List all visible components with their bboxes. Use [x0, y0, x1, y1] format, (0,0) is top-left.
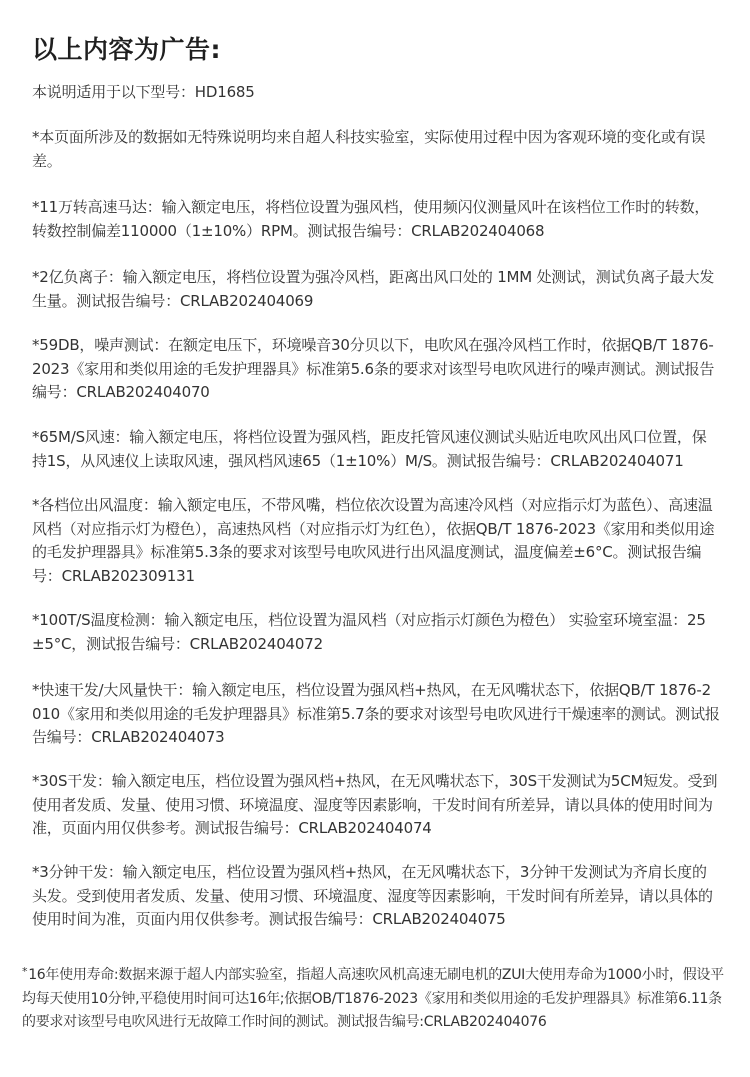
wind-speed-note: *65M/S风速：输入额定电压，将档位设置为强风档，距皮托管风速仪测试头贴近电吹风出风口位置，保持1S，从风速仪上读取风速，强风档风速65（1±10%）M/S。测试报告编号：CRLAB202404071	[32, 428, 707, 470]
noise-test-note: *59DB，噪声测试：在额定电压下，环境噪音30分贝以下，电吹风在强冷风档工作时，依据QB/T 1876-2023《家用和类似用途的毛发护理器具》标准第5.6条的要求对该型号电吹风进行的噪声测试。测试报告编号：CRLAB202404070	[32, 336, 715, 401]
model-applicability-note: 本说明适用于以下型号：HD1685	[32, 83, 255, 101]
lifespan-note-text: 16年使用寿命:数据来源于超人内部实验室，指超人高速吹风机高速无刷电机的ZUI大使用寿命为1000小时，假设平均每天使用10分钟,平稳使用时间可达16年;依据OB/T1876-2023《家用和类似用途的毛发护理器具》标准第6.11条的要求对该型号电吹风进行无故障工作时间的测试。测试报告编号:CRLAB202404076	[22, 967, 724, 1030]
fast-drying-note: *快速干发/大风量快干：输入额定电压，档位设置为强风档+热风，在无风嘴状态下，依据QB/T 1876-2010《家用和类似用途的毛发护理器具》标准第5.7条的要求对该型号电吹风进行干燥速率的测试。测试报告编号：CRLAB202404073	[32, 681, 720, 746]
page-title: 以上内容为广告:	[32, 35, 221, 64]
motor-speed-note: *11万转高速马达：输入额定电压，将档位设置为强风档，使用频闪仪测量风叶在该档位工作时的转数，转数控制偏差110000（1±10%）RPM。测试报告编号：CRLAB202404068	[32, 198, 710, 240]
lifespan-note	[22, 960, 734, 1035]
three-minute-drying-note: *3分钟干发：输入额定电压，档位设置为强风档+热风，在无风嘴状态下，3分钟干发测试为齐肩长度的头发。受到使用者发质、发量、使用习惯、环境温度、湿度等因素影响，干发时间有所差异，请以具体的使用时间为准，页面内用仅供参考。测试报告编号：CRLAB202404075	[32, 863, 713, 928]
negative-ion-note: *2亿负离子：输入额定电压，将档位设置为强冷风档，距离出风口处的 1MM 处测试，测试负离子最大发生量。测试报告编号：CRLAB202404069	[32, 268, 715, 310]
temperature-detection-note: *100T/S温度检测：输入额定电压，档位设置为温风档（对应指示灯颜色为橙色） 实验室环境室温：25±5°C，测试报告编号：CRLAB202404072	[32, 611, 706, 653]
footnote-mark: *	[22, 965, 28, 978]
thirty-second-drying-note: *30S干发：输入额定电压，档位设置为强风档+热风，在无风嘴状态下，30S干发测试为5CM短发。受到使用者发质、发量、使用习惯、环境温度、湿度等因素影响，干发时间有所差异，请以具体的使用时间为准，页面内用仅供参考。测试报告编号：CRLAB202404074	[32, 772, 718, 837]
general-data-note: *本页面所涉及的数据如无特殊说明均来自超人科技实验室，实际使用过程中因为客观环境的变化或有误差。	[32, 128, 706, 170]
air-temperature-note: *各档位出风温度：输入额定电压，不带风嘴，档位依次设置为高速冷风档（对应指示灯为蓝色）、高速温风档（对应指示灯为橙色），高速热风档（对应指示灯为红色），依据QB/T 1876-2023《家用和类似用途的毛发护理器具》标准第5.3条的要求对该型号电吹风进行出风温度测试，温度偏差±6°C。测试报告编号：CRLAB202309131	[32, 496, 715, 585]
